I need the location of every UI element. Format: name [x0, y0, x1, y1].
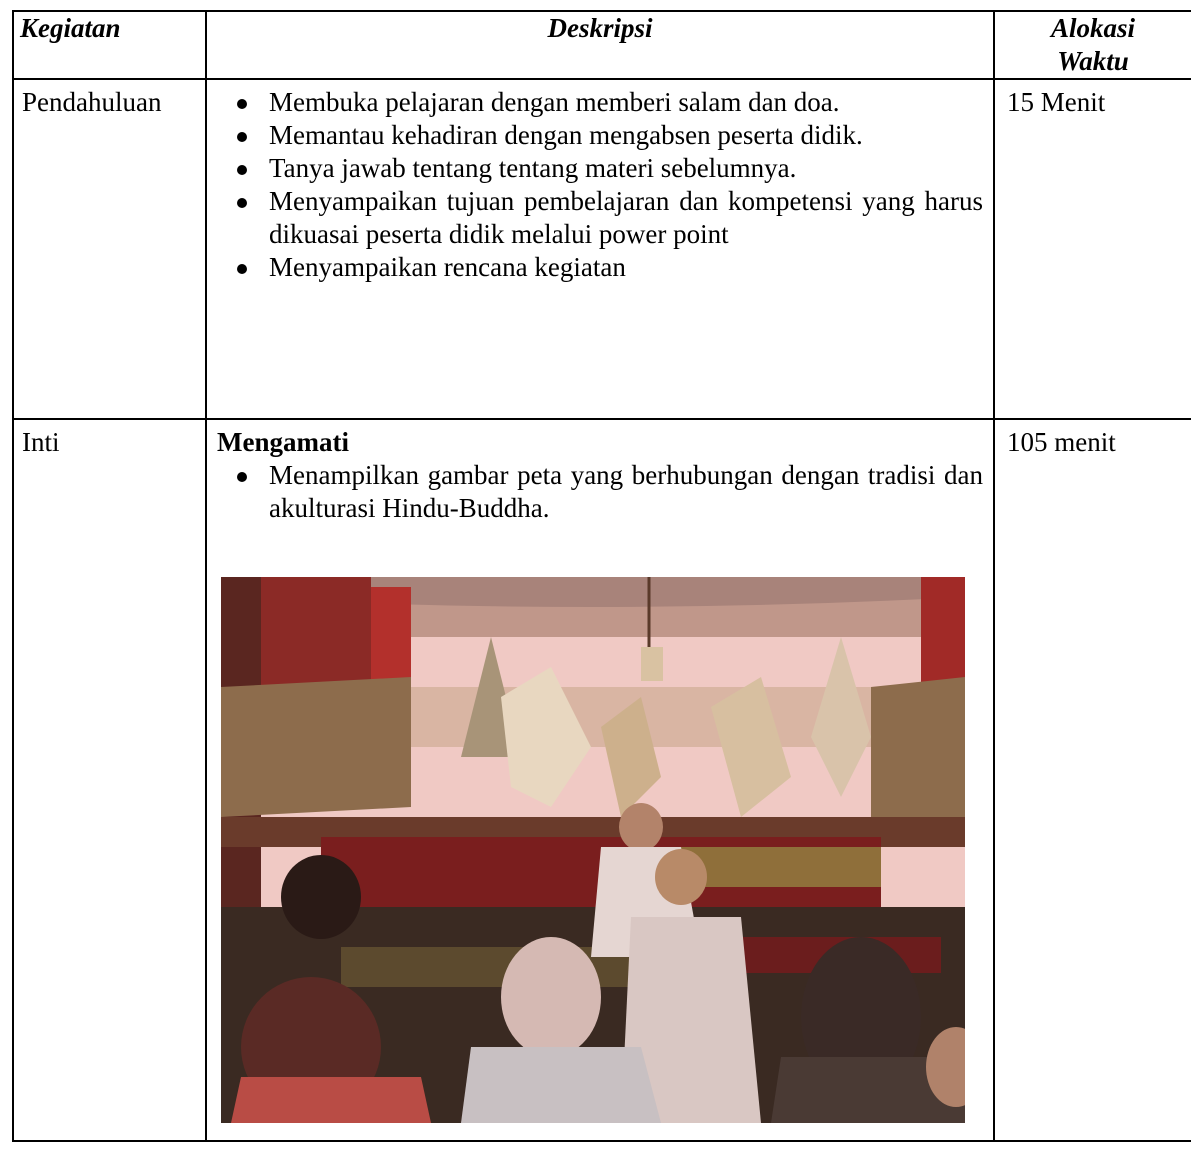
list-item [207, 185, 993, 251]
waktu-cell [994, 419, 1191, 1141]
header-alokasi-waktu [994, 11, 1191, 79]
kegiatan-cell [13, 419, 206, 1141]
bullet-icon [237, 132, 247, 142]
list-item-text: Menyampaikan rencana kegiatan [269, 252, 626, 282]
header-kegiatan: Kegiatan [13, 11, 206, 79]
list-item-text: Membuka pelajaran dengan memberi salam dan doa. [269, 87, 840, 117]
waktu-value: 105 menit [1007, 427, 1116, 457]
bullet-icon [237, 99, 247, 109]
table-header-row [13, 11, 1191, 79]
list-item [207, 251, 993, 284]
deskripsi-cell [206, 419, 994, 1141]
list-item-text: Tanya jawab tentang tentang materi sebelumnya. [269, 153, 797, 183]
bullet-icon [237, 264, 247, 274]
lesson-plan-table [12, 10, 1191, 1142]
list-item [207, 119, 993, 152]
list-item [207, 152, 993, 185]
waktu-cell [994, 79, 1191, 419]
list-item-text: Menampilkan gambar peta yang berhubungan dengan tradisi dan akulturasi Hindu-Buddha. [269, 460, 983, 523]
subheading-mengamati: Mengamati [217, 427, 349, 457]
list-item [207, 86, 993, 119]
list-item [207, 459, 993, 525]
list-item-text: Memantau kehadiran dengan mengabsen peserta didik. [269, 120, 863, 150]
table-row [13, 419, 1191, 1141]
bullet-icon [237, 165, 247, 175]
kegiatan-label: Pendahuluan [22, 87, 162, 117]
header-alokasi-line2: Waktu [1057, 46, 1129, 76]
table-row [13, 79, 1191, 419]
header-alokasi-line1: Alokasi [1050, 13, 1136, 43]
bullet-list [207, 86, 993, 284]
bullet-list [207, 459, 993, 525]
kegiatan-label: Inti [22, 427, 60, 457]
list-item-text: Menyampaikan tujuan pembelajaran dan kompetensi yang harus dikuasai peserta didik melalui power point [269, 186, 983, 249]
wayang-performance-photo [221, 577, 965, 1123]
bullet-icon [237, 472, 247, 482]
photo-illustration [221, 577, 965, 1123]
waktu-value: 15 Menit [1007, 87, 1106, 117]
header-deskripsi: Deskripsi [206, 11, 994, 79]
bullet-icon [237, 198, 247, 208]
deskripsi-cell [206, 79, 994, 419]
kegiatan-cell [13, 79, 206, 419]
